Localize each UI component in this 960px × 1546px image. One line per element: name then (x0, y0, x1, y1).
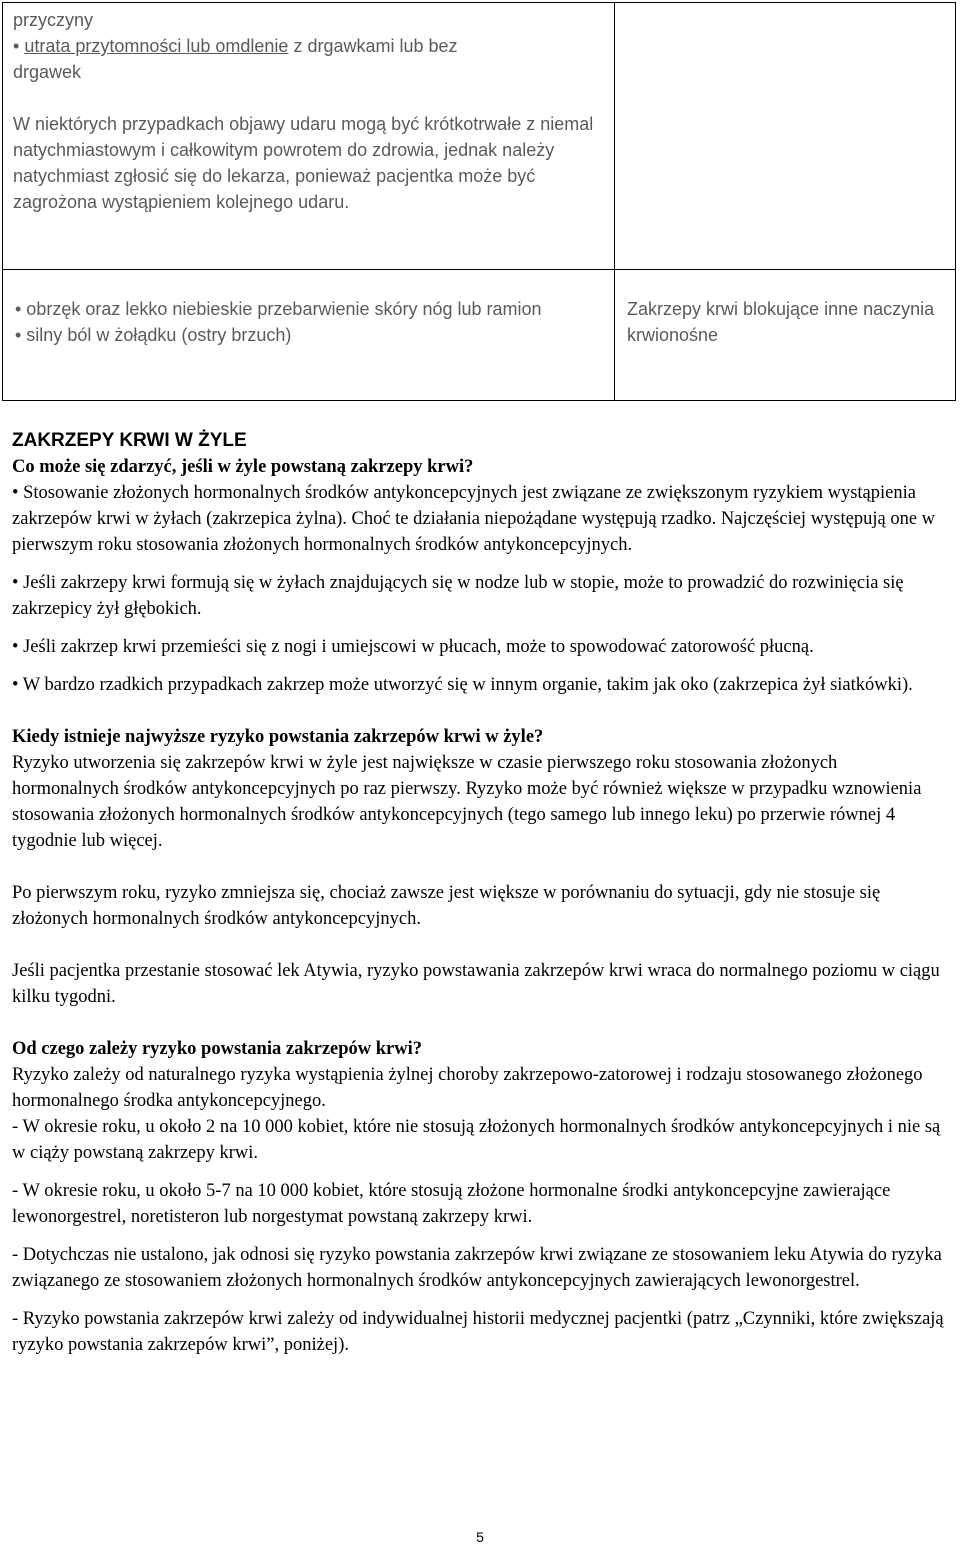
page-number: 5 (476, 1529, 484, 1545)
section-title: ZAKRZEPY KRWI W ŻYLE (12, 430, 247, 451)
empty-cell (615, 3, 956, 270)
paragraph: Jeśli pacjentka przestanie stosować lek Atywia, ryzyko powstawania zakrzepów krwi wraca do normalnego poziomu w ciągu kilku tygodni. (12, 961, 940, 1007)
paragraph: Ryzyko utworzenia się zakrzepów krwi w żyle jest największe w czasie pierwszego roku stosowania złożonych hormonalnych środków antykoncepcyjnych po raz pierwszy. Ryzyko może być również większe w przypadku wznowienia stosowania złożonych hormonalnych środków antykoncepcyjnych (tego samego lub innego leku) po przerwie równej 4 tygodnie lub więcej. (12, 753, 922, 851)
symptoms-table (2, 2, 956, 401)
stroke-note: W niektórych przypadkach objawy udaru mogą być krótkotrwałe z niemal natychmiastowym i całkowitym powrotem do zdrowia, jednak należy natychmiast zgłosić się do lekarza, ponieważ pacjentka może być zagrożona wystąpieniem kolejnego udaru. (13, 114, 594, 212)
cell-line: przyczyny (13, 10, 94, 30)
dash-paragraph: - Dotychczas nie ustalono, jak odnosi się ryzyko powstania zakrzepów krwi związane ze stosowaniem leku Atywia do ryzyka związanego ze stosowaniem złożonych hormonalnych środków antykoncepcyjnych zawierających lewonorgestrel. (12, 1245, 942, 1291)
question-heading: Co może się zdarzyć, jeśli w żyle powstaną zakrzepy krwi? (12, 457, 474, 477)
main-content (12, 428, 947, 1358)
paragraph: Po pierwszym roku, ryzyko zmniejsza się, chociaż zawsze jest większe w porównaniu do sytuacji, gdy nie stosuje się złożonych hormonalnych środków antykoncepcyjnych. (12, 883, 881, 929)
condition-cell (615, 270, 956, 401)
paragraph: Ryzyko zależy od naturalnego ryzyka wystąpienia żylnej choroby zakrzepowo-zatorowej i rodzaju stosowanego złożonego hormonalnego środka antykoncepcyjnego. (12, 1065, 923, 1111)
condition-text: Zakrzepy krwi blokujące inne naczynia krwionośne (627, 299, 935, 345)
question-heading: Od czego zależy ryzyko powstania zakrzepów krwi? (12, 1039, 423, 1059)
bullet-paragraph: • Jeśli zakrzep krwi przemieści się z nogi i umiejscowi w płucach, może to spowodować zatorowość płucną. (12, 637, 814, 657)
dash-paragraph: - W okresie roku, u około 5-7 na 10 000 kobiet, które stosują złożone hormonalne środki antykoncepcyjne zawierające lewonorgestrel, noretisteron lub norgestymat powstaną zakrzepy krwi. (12, 1181, 891, 1227)
bullet-paragraph: • W bardzo rzadkich przypadkach zakrzep może utworzyć się w innym organie, takim jak oko (zakrzepica żył siatkówki). (12, 675, 913, 695)
clot-symptoms-cell (3, 270, 615, 401)
dash-paragraph: - W okresie roku, u około 2 na 10 000 kobiet, które nie stosują złożonych hormonalnych środków antykoncepcyjnych i nie są w ciąży powstaną zakrzepy krwi. (12, 1117, 941, 1163)
symptom-item: • obrzęk oraz lekko niebieskie przebarwienie skóry nóg lub ramion (15, 299, 542, 319)
symptom-link[interactable]: utrata przytomności lub omdlenie (24, 36, 289, 56)
question-heading: Kiedy istnieje najwyższe ryzyko powstania zakrzepów krwi w żyle? (12, 727, 544, 747)
dash-paragraph: - Ryzyko powstania zakrzepów krwi zależy od indywidualnej historii medycznej pacjentki (patrz „Czynniki, które zwiększają ryzyko powstania zakrzepów krwi”, poniżej). (12, 1309, 944, 1355)
cell-line: drgawek (13, 62, 82, 82)
bullet-item: • utrata przytomności lub omdlenie z drgawkami lub bez (13, 36, 458, 56)
symptom-item: • silny ból w żołądku (ostry brzuch) (15, 325, 292, 345)
bullet-paragraph: • Jeśli zakrzepy krwi formują się w żyłach znajdujących się w nodze lub w stopie, może to prowadzić do rozwinięcia się zakrzepicy żył głębokich. (12, 573, 904, 619)
stroke-symptoms-cell (3, 3, 615, 270)
bullet-paragraph: • Stosowanie złożonych hormonalnych środków antykoncepcyjnych jest związane ze zwiększonym ryzykiem wystąpienia zakrzepów krwi w żyłach (zakrzepica żylna). Choć te działania niepożądane występują rzadko. Najczęściej występują one w pierwszym roku stosowania złożonych hormonalnych środków antykoncepcyjnych. (12, 483, 936, 555)
